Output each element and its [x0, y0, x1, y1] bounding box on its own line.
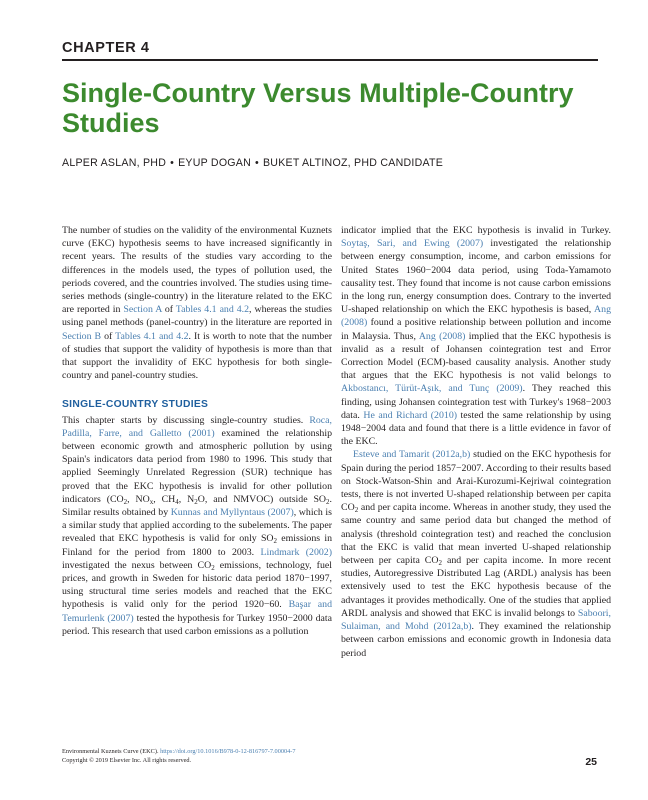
author-name: EYUP DOGAN — [178, 157, 252, 169]
page-number: 25 — [585, 756, 597, 768]
citation-link[interactable]: Ang (2008) — [418, 330, 466, 342]
chapter-label: CHAPTER 4 — [62, 40, 150, 56]
tables-link[interactable]: Tables 4.1 and 4.2 — [175, 304, 250, 316]
citation-link[interactable]: Başar and Temurlenk (2007) — [62, 599, 332, 624]
page-footer — [62, 747, 296, 765]
body-column-right — [341, 224, 611, 660]
citation-link[interactable]: Esteve and Tamarit (2012a,b) — [353, 449, 471, 461]
citation-link[interactable]: Lindmark (2002) — [260, 546, 333, 558]
citation-link[interactable]: Akbostancı, Türüt-Aşık, and Tunç (2009) — [341, 383, 523, 395]
chapter-title: Single-Country Versus Multiple-Country Studies — [62, 78, 574, 138]
citation-link[interactable]: Kunnas and Myllyntaus (2007) — [170, 507, 294, 519]
body-column-left — [62, 224, 332, 638]
section-heading: SINGLE-COUNTRY STUDIES — [62, 399, 209, 411]
section-a-link[interactable]: Section A — [123, 304, 162, 316]
body-paragraph: This chapter starts by discussing single-country studies. Roca, Padilla, Farre, and Galletto (2001) examined the relationship between economic growth and atmospheric pollution by using Spain's indicators data period from 1980 to 1996. This study that applied Seemingly Unrelated Regression (SUR) technique has proved that the EKC hypothesis is invalid for other pollution indicators ($CO_2$, $NO_x$, $CH_4$, $N_2O$, and NMVOC) outside $SO_2$. Similar results obtained by Kunnas and Myllyntaus (2007), which is a similar study that applied according to the subelements. The paper revealed that EKC hypothesis is valid for only $SO_2$ emissions in Finland for the period from 1800 to 2003. Lindmark (2002) investigated the nexus between $CO_2$ emissions, technology, fuel prices, and growth in Sweden for historic data period 1870−1997, using structural time series models and reached that the EKC hypothesis is valid only for the period 1920−60. Başar and Temurlenk (2007) tested the hypothesis for Turkey 1950−2000 data period. This research that used carbon emissions as a pollution — [62, 414, 333, 637]
intro-paragraph: The number of studies on the validity of the environmental Kuznets curve (EKC) hypothesis seems to have increased significantly in recent years. The results of the studies vary according to the differences in the models used, the types of pollution used, the periods covered, and the countries involved. The studies using time-series methods (single-country) in the literature related to the EKC are reported in Section A of Tables 4.1 and 4.2, whereas the studies using panel methods (panel-country) in the literature are reported in Section B of Tables 4.1 and 4.2. It is worth to note that the number of studies that support the validity of hypothesis is more than that that support the invalidity of EKC hypothesis for both single-country and panel-country studies. — [62, 225, 332, 382]
author-separator: • — [170, 157, 175, 169]
citation-link[interactable]: Soytaş, Sari, and Ewing (2007) — [341, 238, 484, 250]
copyright-notice: Copyright © 2019 Elsevier Inc. All rights reserved. — [62, 757, 192, 764]
book-reference: Environmental Kuznets Curve (EKC). https://doi.org/10.1016/B978-0-12-816797-7.00004-7 — [62, 748, 296, 755]
author-separator: • — [255, 157, 259, 169]
citation-link[interactable]: Ang (2008) — [341, 304, 611, 329]
author-line — [62, 157, 443, 169]
chapter-rule — [62, 59, 598, 61]
tables-link[interactable]: Tables 4.1 and 4.2 — [115, 330, 189, 342]
body-paragraph-continued: indicator implied that the EKC hypothesis is invalid in Turkey. Soytaş, Sari, and Ewing (2007) investigated the relationship between energy consumption, income, and carbon emissions for United States 1960−2004 data period, using Toda-Yamamoto causality test. They found that income is not cause carbon emissions in the long run, energy consumption does. Contrary to the inverted U-shaped relationship on which the EKC hypothesis is based, Ang (2008) found a positive relationship between pollution and income in Malaysia. Thus, Ang (2008) implied that the EKC hypothesis is invalid as a result of Johansen cointegration test and Error Correction Model (ECM)-based causality analysis. Another study that argues that the EKC hypothesis is not valid belongs to Akbostancı, Türüt-Aşık, and Tunç (2009). They reached this finding, using Johansen cointegration test with Turkey's 1968−2003 data. He and Richard (2010) tested the same relationship by using 1948−2004 data and found that there is a little evidence in favor of the EKC. — [341, 225, 612, 448]
citation-link[interactable]: Roca, Padilla, Farre, and Galletto (2001) — [62, 414, 332, 439]
doi-link[interactable]: https://doi.org/10.1016/B978-0-12-816797-7.00004-7 — [160, 748, 296, 755]
body-paragraph: Esteve and Tamarit (2012a,b) studied on the EKC hypothesis for Spain during the period 1857−2007. According to their results based on Stock-Watson-Shin and Arai-Kurozumi-Kejriwal cointegration tests, there is not inverted U-shaped relationship between per capita $CO_2$ and per capita income. Whereas in another study, they used the same country and same period data but changed the method of analysis (threshold cointegration test) and reached the conclusion that the EKC is valid that mean inverted U-shaped relationship between per capita $CO_2$ and per capita income. In more recent studies, Autoregressive Distributed Lag (ARDL) analysis has been extensively used to test the EKC hypothesis because of the advantages it provides methodically. One of the studies that applied ARDL analysis and showed that EKC is invalid belongs to Saboori, Sulaiman, and Mohd (2012a,b). They examined the relationship between carbon emissions and economic growth in Indonesia data period — [341, 449, 611, 659]
author-name: BUKET ALTINOZ, PHD CANDIDATE — [262, 157, 444, 169]
section-b-link[interactable]: Section B — [62, 330, 102, 342]
citation-link[interactable]: He and Richard (2010) — [363, 409, 458, 421]
author-name: ALPER ASLAN, PHD — [62, 157, 167, 169]
citation-link[interactable]: Saboori, Sulaiman, and Mohd (2012a,b) — [341, 607, 611, 633]
